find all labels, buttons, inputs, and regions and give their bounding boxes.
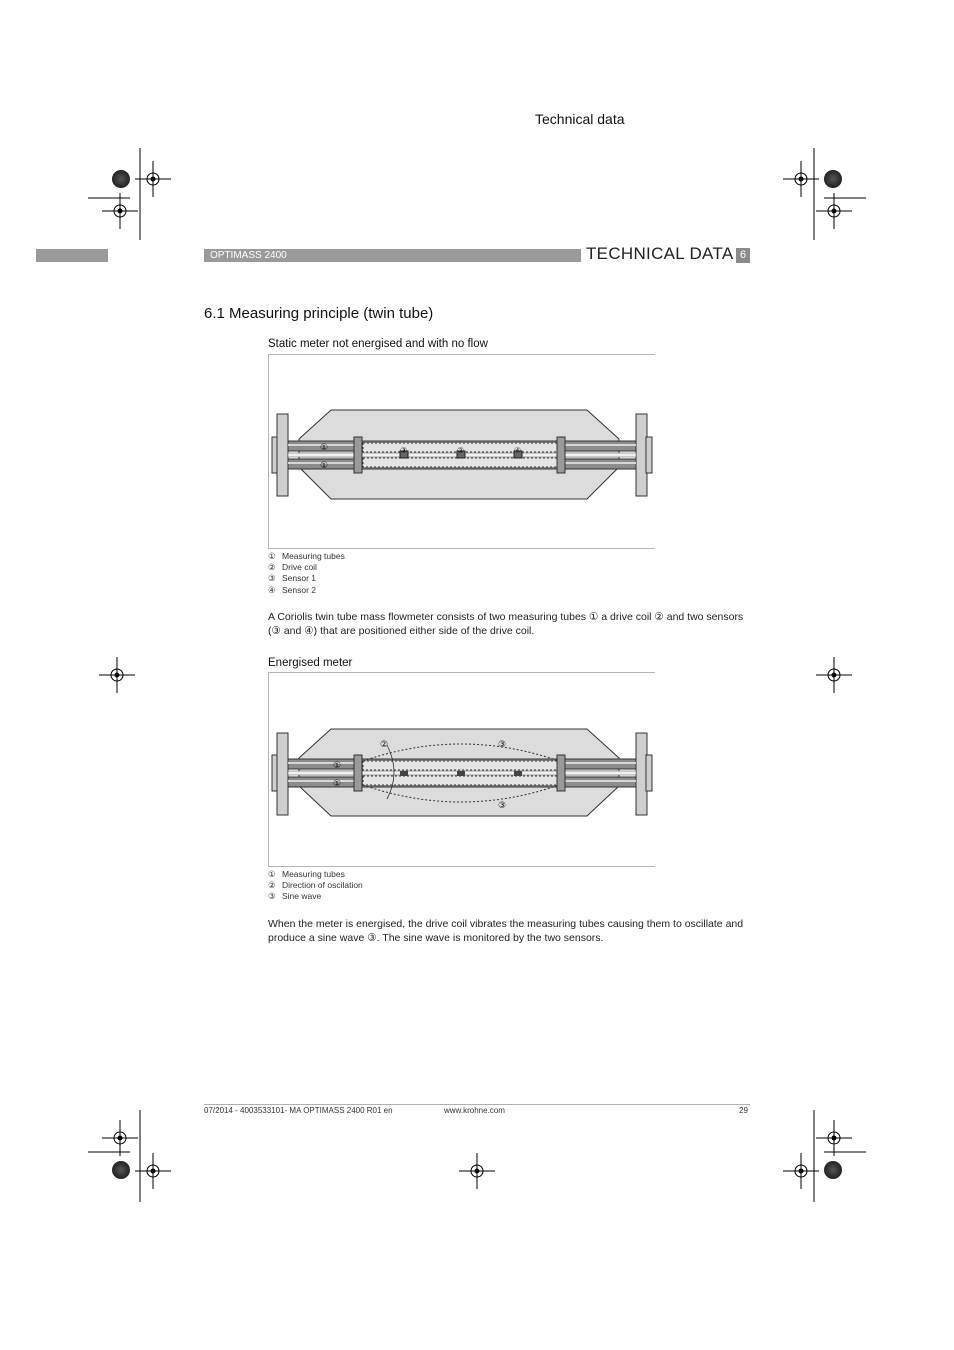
figure1-diagram bbox=[269, 355, 655, 548]
figure1-legend bbox=[268, 551, 345, 596]
header-bar bbox=[204, 249, 581, 262]
figure1-callout-sensor2: ④ bbox=[514, 446, 522, 455]
legend-item: ① Measuring tubes bbox=[268, 869, 345, 879]
figure1-flange-right bbox=[636, 414, 647, 496]
figure1-callout-sensor1: ③ bbox=[400, 446, 408, 455]
figure2-callout-tube-top: ① bbox=[333, 761, 342, 771]
figure2-callout-wave-top: ③ bbox=[498, 740, 507, 750]
figure1-frame bbox=[268, 354, 655, 549]
figure2-flange-right bbox=[636, 733, 647, 815]
figure1-title: Static meter not energised and with no flow bbox=[268, 338, 488, 350]
figure2-callout-tube-bottom: ① bbox=[333, 779, 342, 789]
paragraph-description: A Coriolis twin tube mass flowmeter consists of two measuring tubes ① a drive coil ② and two sensors (③ and ④) that are positioned either side of the drive coil. bbox=[268, 611, 744, 637]
legend-item: ③ Sine wave bbox=[268, 891, 322, 902]
legend-item: ② Direction of oscilation bbox=[268, 880, 363, 891]
paragraph-energised: When the meter is energised, the drive coil vibrates the measuring tubes causing them to oscillate and produce a sine wave ③. The sine wave is monitored by the two sensors. bbox=[268, 918, 744, 944]
chapter-title: TECHNICAL DATA bbox=[586, 244, 734, 263]
legend-item: ④ Sensor 2 bbox=[268, 584, 317, 595]
crop-header-title: Technical data bbox=[535, 111, 625, 127]
figure1-plate-left bbox=[354, 437, 362, 473]
figure1-plate-right bbox=[557, 437, 565, 473]
figure2-frame bbox=[268, 672, 655, 867]
product-name: OPTIMASS 2400 bbox=[210, 250, 287, 261]
legend-item: ② Drive coil bbox=[268, 562, 317, 573]
figure2-callout-direction: ② bbox=[380, 740, 389, 750]
figure1-callout-tube-bottom: ① bbox=[320, 461, 329, 471]
figure2-callout-wave-bottom: ③ bbox=[498, 801, 507, 811]
footer-rule bbox=[204, 1104, 750, 1105]
legend-item: ① Measuring tubes bbox=[268, 551, 345, 561]
section-title: 6.1 Measuring principle (twin tube) bbox=[204, 305, 434, 322]
chapter-number-badge: 6 bbox=[736, 248, 750, 263]
header-bar-left bbox=[36, 249, 108, 262]
figure1-callout-tube-top: ① bbox=[320, 443, 329, 453]
figure2-legend bbox=[268, 869, 363, 903]
footer-website-link[interactable]: www.krohne.com bbox=[444, 1106, 505, 1115]
legend-item: ③ Sensor 1 bbox=[268, 573, 317, 584]
figure1-callout-drive-coil: ② bbox=[457, 446, 465, 455]
figure2-flange-left bbox=[277, 733, 288, 815]
figure2-title: Energised meter bbox=[268, 657, 353, 669]
figure2-diagram bbox=[269, 673, 655, 866]
page-number: 29 bbox=[739, 1106, 748, 1115]
footer-doc-ref: 07/2014 - 4003533101- MA OPTIMASS 2400 R01 en bbox=[204, 1106, 393, 1115]
